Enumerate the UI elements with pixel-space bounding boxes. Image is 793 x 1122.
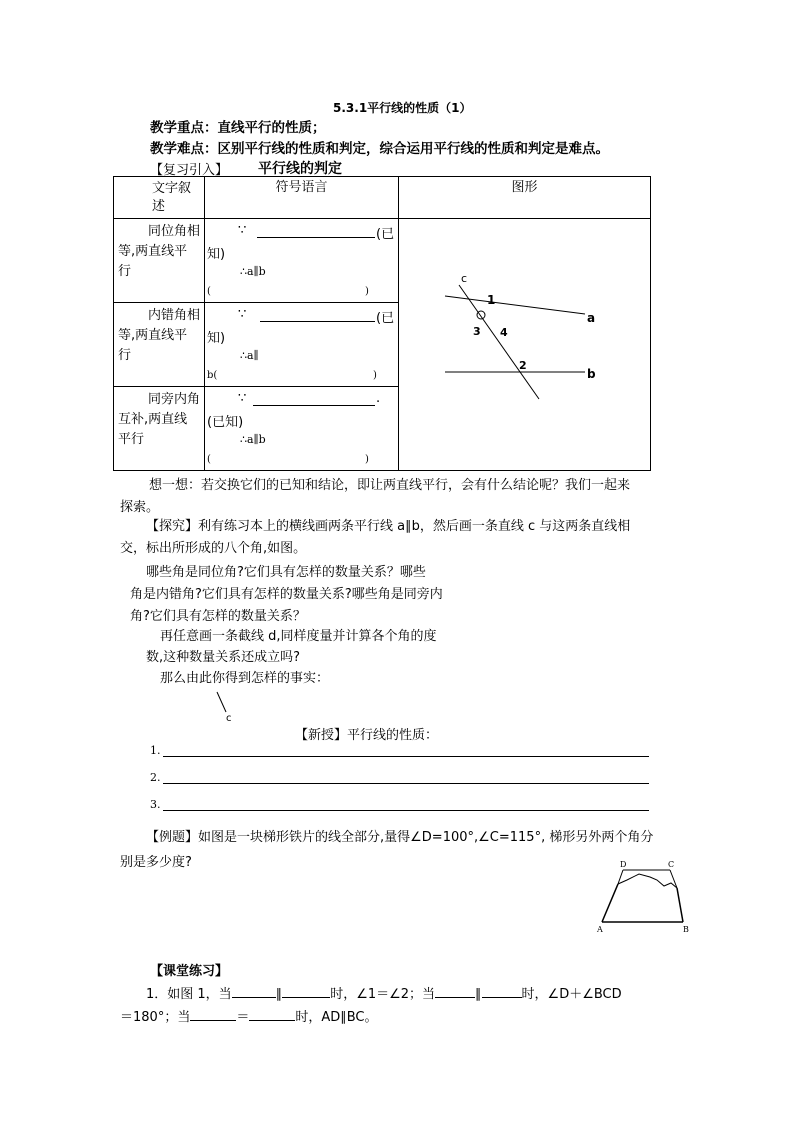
explore-line-2: 交，标出所形成的八个角,如图。	[120, 541, 307, 556]
trapezoid-figure	[594, 856, 696, 938]
figure-cell	[399, 219, 651, 471]
parallel-lines-figure	[399, 219, 651, 471]
practice-line-2: ＝180°；当 ＝ 时，AD∥BC。	[120, 1010, 378, 1025]
explore-q3: 角?它们具有怎样的数量关系？	[130, 609, 306, 624]
practice-heading: 【课堂练习】	[150, 964, 229, 979]
label-b: b	[587, 367, 596, 381]
review-heading: 平行线的判定	[258, 161, 342, 177]
row-name: 同旁内角互补,两直线平行	[114, 387, 205, 471]
label-a: a	[587, 311, 596, 325]
row-symbol: ∵ (已 知) ∴a∥b ( )	[205, 219, 399, 303]
label-2: 2	[519, 359, 527, 372]
criteria-table	[113, 176, 651, 471]
label-3: 3	[473, 325, 481, 338]
explore-q5: 数,这种数量关系还成立吗?	[146, 650, 301, 665]
new-lesson-heading: 【新授】平行线的性质：	[295, 728, 439, 743]
line-c	[459, 285, 539, 399]
line-a	[445, 296, 585, 314]
practice-line-1: 1．如图 1，当 ∥ 时，∠1＝∠2；当 ∥ 时，∠D＋∠BCD	[146, 987, 622, 1002]
property-3-label: 3.	[150, 798, 161, 811]
property-1-blank	[163, 756, 649, 757]
header-figure: 图形	[399, 177, 651, 219]
label-4: 4	[500, 326, 508, 339]
row-symbol: ∵ (已 知) ∴a∥ b( )	[205, 303, 399, 387]
row-symbol: ∵ . (已知) ∴a∥b ( )	[205, 387, 399, 471]
explore-q1: 哪些角是同位角?它们具有怎样的数量关系？哪些	[146, 565, 426, 580]
review-tag: 【复习引入】	[150, 163, 229, 178]
row-name: 同位角相等,两直线平行	[114, 219, 205, 303]
header-text-description: 文字叙述	[114, 177, 205, 219]
think-line-2: 探索。	[120, 500, 160, 515]
property-3-blank	[163, 810, 649, 811]
explore-q2: 角是内错角?它们具有怎样的数量关系?哪些角是同旁内	[130, 587, 443, 602]
angle-marker	[477, 311, 485, 319]
example-line-2: 别是多少度?	[120, 855, 192, 870]
property-1-label: 1.	[150, 744, 161, 757]
explore-line-1: 【探究】利有练习本上的横线画两条平行线 a∥b，然后画一条直线 c 与这两条直线相	[146, 519, 631, 534]
explore-q4: 再任意画一条截线 d,同样度量并计算各个角的度	[160, 629, 437, 644]
page-title: 5.3.1平行线的性质（1）	[333, 101, 472, 115]
label-A: A	[597, 925, 603, 934]
explore-q6: 那么由此你得到怎样的事实：	[160, 671, 330, 686]
label-1: 1	[487, 293, 496, 307]
property-2-blank	[163, 783, 649, 784]
label-B: B	[683, 925, 689, 934]
label-c: c	[461, 272, 468, 285]
svg-text:c: c	[226, 713, 232, 724]
example-line-1: 【例题】如图是一块梯形铁片的线全部分,量得∠D=100°,∠C=115°, 梯形另外两个角分	[146, 830, 654, 845]
property-2-label: 2.	[150, 771, 161, 784]
table-header-row	[114, 177, 651, 219]
label-C: C	[668, 860, 675, 869]
difficulty: 教学难点：区别平行线的性质和判定，综合运用平行线的性质和判定是难点。	[150, 141, 609, 157]
table-row	[114, 219, 651, 303]
row-name: 内错角相等,两直线平行	[114, 303, 205, 387]
line-c-fragment	[214, 690, 238, 724]
label-D: D	[620, 860, 627, 869]
key-point: 教学重点：直线平行的性质；	[150, 120, 326, 136]
header-symbol-language: 符号语言	[205, 177, 399, 219]
think-line-1: 想一想：若交换它们的已知和结论，即让两直线平行，会有什么结论呢？我们一起来	[149, 478, 631, 493]
